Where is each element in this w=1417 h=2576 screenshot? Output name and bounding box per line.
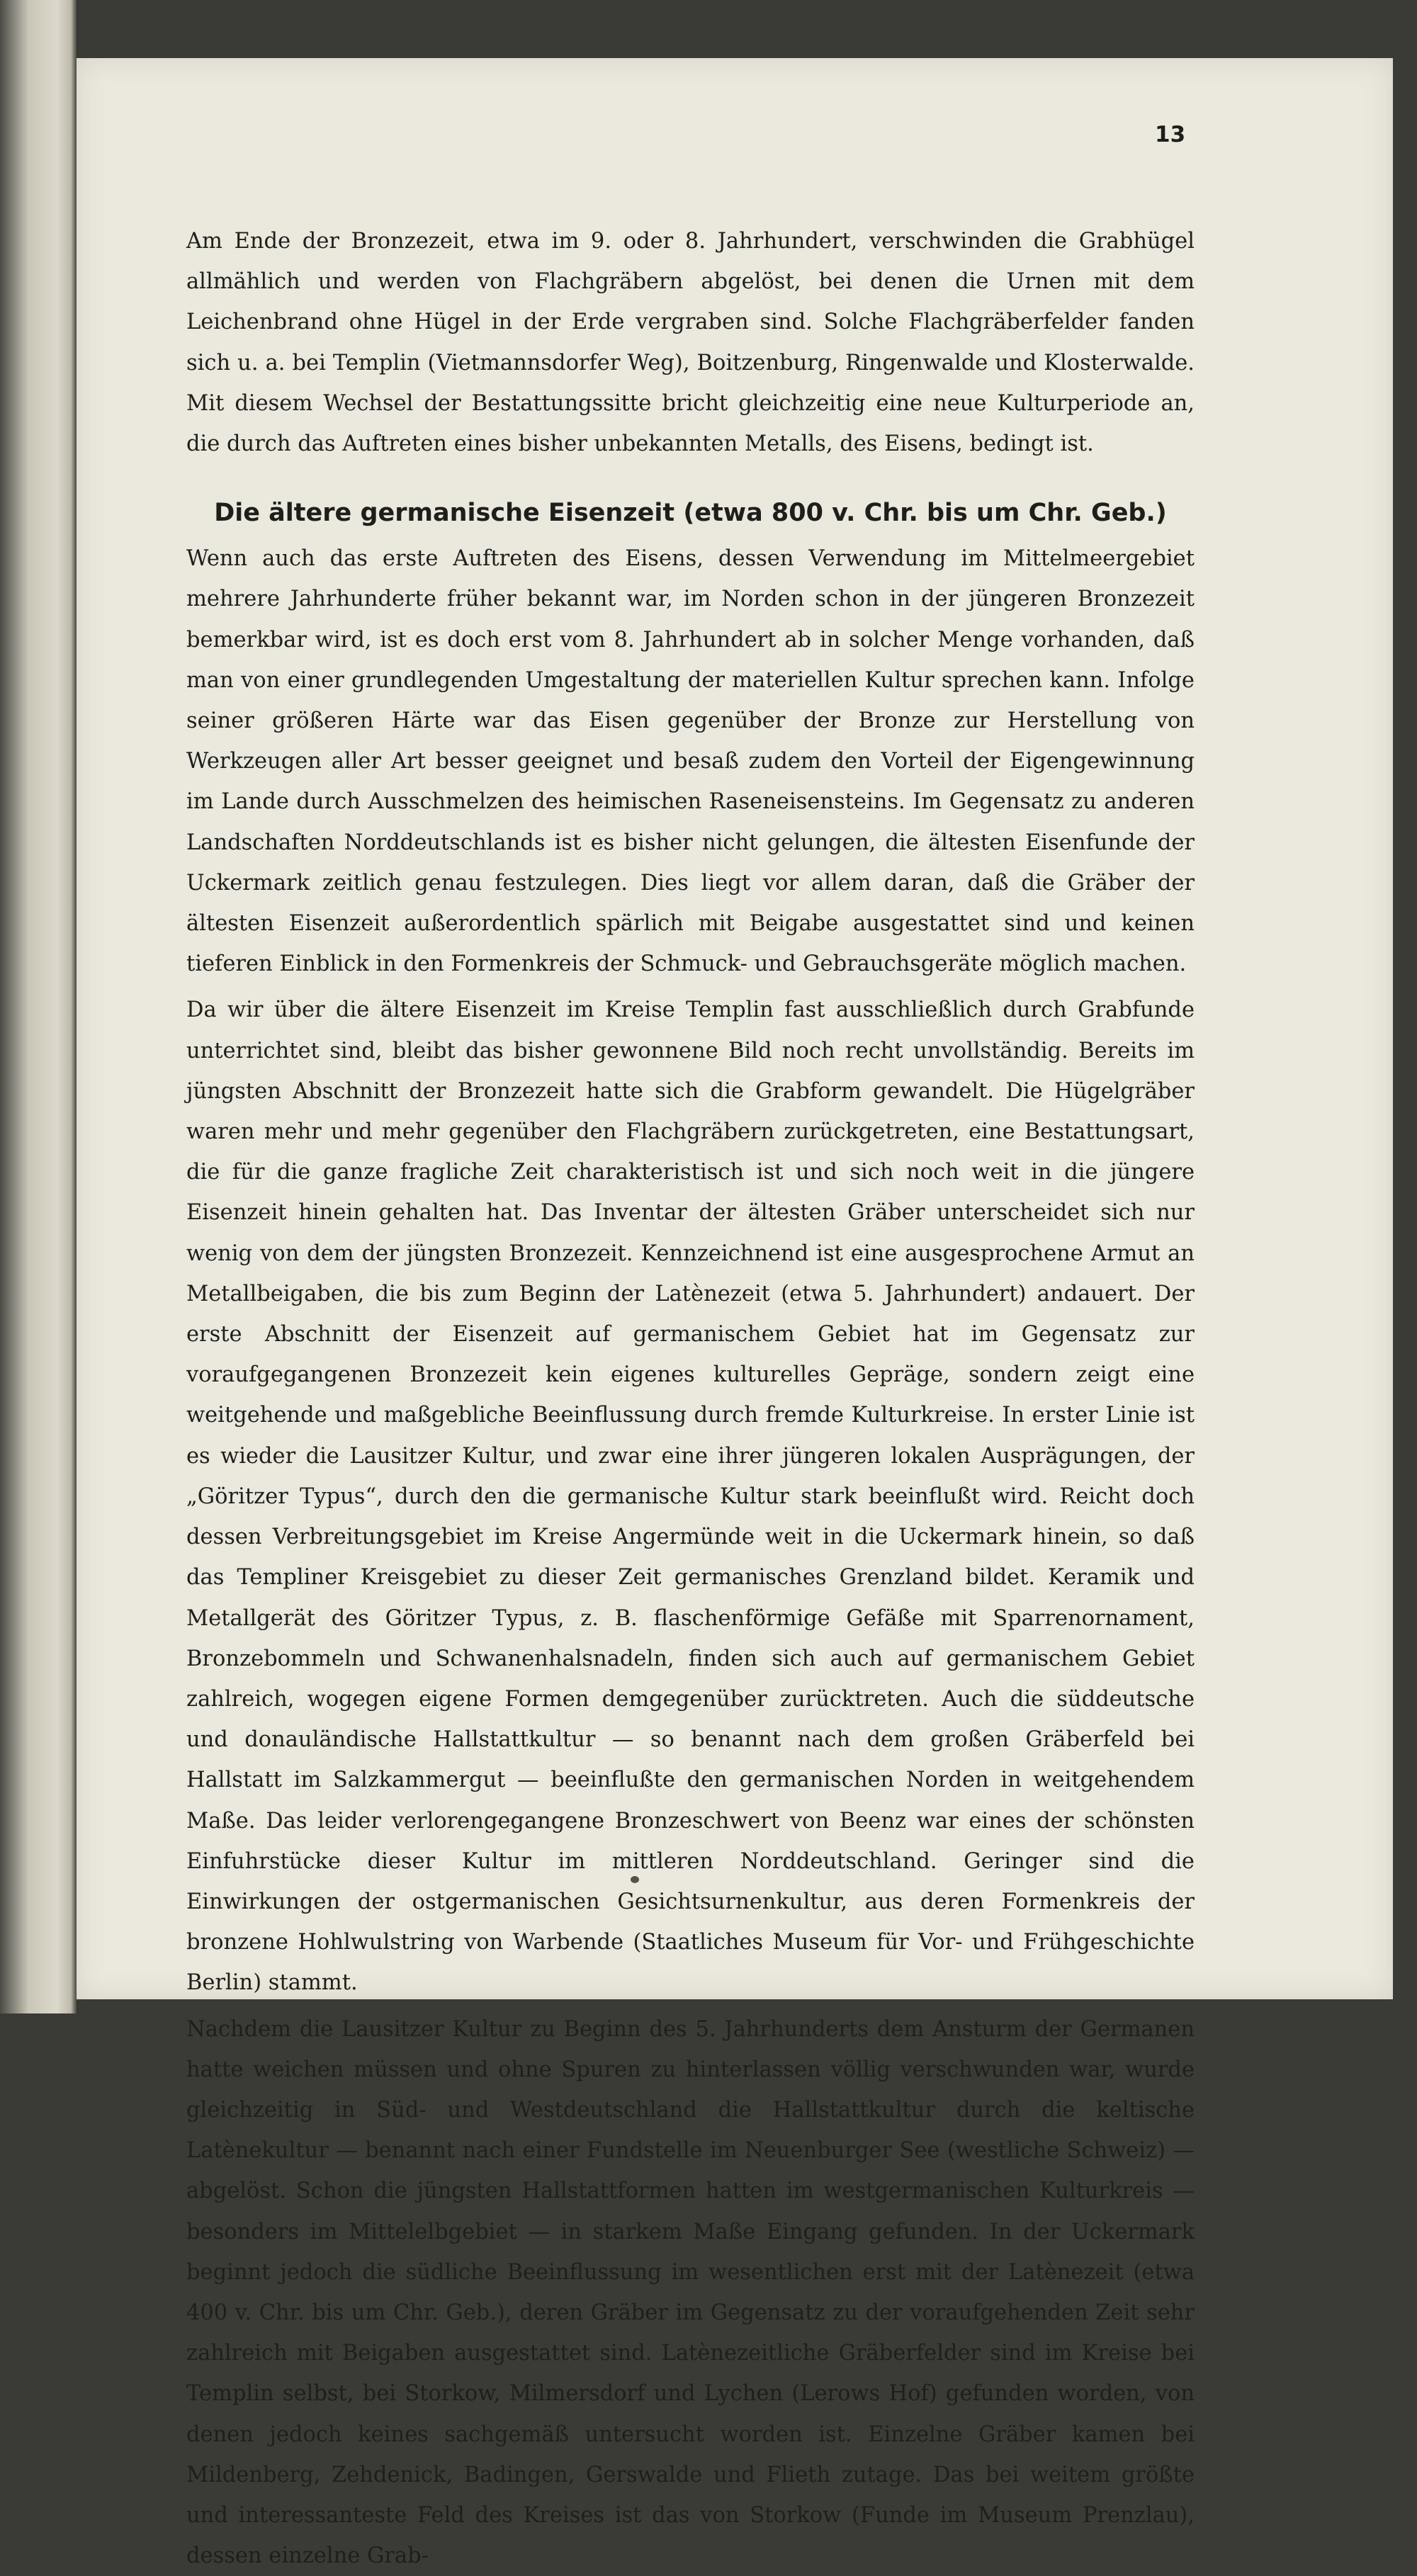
left-page-edge: [0, 0, 78, 2013]
body-paragraph: Wenn auch das erste Auftreten des Eisens, dessen Verwendung im Mittelmeergebiet mehrere Jahrhunderte früher bekannt war, im Norden schon in der jüngeren Bronzezeit bemerkbar wird, ist es doch erst vom 8. Jahrhundert ab in solcher Menge vorhanden, daß man von einer grundlegenden Umgestaltung der materiellen Kultur sprechen kann. Infolge seiner größeren Härte war das Eisen gegenüber der Bronze zur Herstellung von Werkzeugen aller Art besser geeignet und besaß zudem den Vorteil der Eigengewinnung im Lande durch Ausschmelzen des heimischen Raseneisensteins. Im Gegensatz zu anderen Landschaften Norddeutschlands ist es bisher nicht gelungen, die ältesten Eisenfunde der Uckermark zeitlich genau festzulegen. Dies liegt vor allem daran, daß die Gräber der ältesten Eisenzeit außerordentlich spärlich mit Beigabe ausgestattet sind und keinen tieferen Einblick in den Formenkreis der Schmuck- und Gebrauchsgeräte möglich machen.: [186, 546, 1195, 977]
page-number: 13: [1155, 122, 1186, 147]
text-column: [186, 221, 1195, 2576]
ink-spot: [631, 1876, 639, 1883]
intro-paragraph: Am Ende der Bronzezeit, etwa im 9. oder 8. Jahrhundert, verschwinden die Grabhügel allmählich und werden von Flachgräbern abgelöst, bei denen die Urnen mit dem Leichenbrand ohne Hügel in der Erde vergraben sind. Solche Flachgräberfelder fanden sich u. a. bei Templin (Vietmannsdorfer Weg), Boitzenburg, Ringenwalde und Klosterwalde. Mit diesem Wechsel der Bestattungssitte bricht gleichzeitig eine neue Kulturperiode an, die durch das Auftreten eines bisher unbekannten Metalls, des Eisens, bedingt ist.: [186, 229, 1195, 457]
body-paragraph: Nachdem die Lausitzer Kultur zu Beginn des 5. Jahrhunderts dem Ansturm der Germanen hatte weichen müssen und ohne Spuren zu hinterlassen völlig verschwunden war, wurde gleichzeitig in Süd- und Westdeutschland die Hallstattkultur durch die keltische Latènekultur — benannt nach einer Fundstelle im Neuenburger See (westliche Schweiz) — abgelöst. Schon die jüngsten Hallstattformen hatten im westgermanischen Kulturkreis — besonders im Mittelelbgebiet — in starkem Maße Eingang gefunden. In der Uckermark beginnt jedoch die südliche Beeinflussung im wesentlichen erst mit der Latènezeit (etwa 400 v. Chr. bis um Chr. Geb.), deren Gräber im Gegensatz zu der voraufgehenden Zeit sehr zahlreich mit Beigaben ausgestattet sind. Latènezeitliche Gräberfelder sind im Kreise bei Templin selbst, bei Storkow, Milmersdorf und Lychen (Lerows Hof) gefunden worden, von denen jedoch keines sachgemäß untersucht worden ist. Einzelne Gräber kamen bei Mildenberg, Zehdenick, Badingen, Gerswalde und Flieth zutage. Das bei weitem größte und interessanteste Feld des Kreises ist das von Storkow (Funde im Museum Prenzlau), dessen einzelne Grab-: [186, 2016, 1195, 2569]
section-heading: Die ältere germanische Eisenzeit (etwa 800 v. Chr. bis um Chr. Geb.): [214, 499, 1167, 528]
body-paragraph: Da wir über die ältere Eisenzeit im Kreise Templin fast ausschließlich durch Grabfunde unterrichtet sind, bleibt das bisher gewonnene Bild noch recht unvollständig. Bereits im jüngsten Abschnitt der Bronzezeit hatte sich die Grabform gewandelt. Die Hügelgräber waren mehr und mehr gegenüber den Flachgräbern zurückgetreten, eine Bestattungsart, die für die ganze fragliche Zeit charakteristisch ist und sich noch weit in die jüngere Eisenzeit hinein gehalten hat. Das Inventar der ältesten Gräber unterscheidet sich nur wenig von dem der jüngsten Bronzezeit. Kennzeichnend ist eine ausgesprochene Armut an Metallbeigaben, die bis zum Beginn der Latènezeit (etwa 5. Jahrhundert) andauert. Der erste Abschnitt der Eisenzeit auf germanischem Gebiet hat im Gegensatz zur voraufgegangenen Bronzezeit kein eigenes kulturelles Gepräge, sondern zeigt eine weitgehende und maßgebliche Beeinflussung durch fremde Kulturkreise. In erster Linie ist es wieder die Lausitzer Kultur, und zwar eine ihrer jüngeren lokalen Ausprägungen, der „Göritzer Typus“, durch den die germanische Kultur stark beeinflußt wird. Reicht doch dessen Verbreitungsgebiet im Kreise Angermünde weit in die Uckermark hinein, so daß das Templiner Kreisgebiet zu dieser Zeit germanisches Grenzland bildet. Keramik und Metallgerät des Göritzer Typus, z. B. flaschenförmige Gefäße mit Sparrenornament, Bronzebommeln und Schwanenhalsnadeln, finden sich auch auf germanischem Gebiet zahlreich, wogegen eigene Formen demgegenüber zurücktreten. Auch die süddeutsche und donauländische Hallstattkultur — so benannt nach dem großen Gräberfeld bei Hallstatt im Salzkammergut — beeinflußte den germanischen Norden in weitgehendem Maße. Das leider verlorengegangene Bronzeschwert von Beenz war eines der schönsten Einfuhrstücke dieser Kultur im mittleren Norddeutschland. Geringer sind die Einwirkungen der ostgermanischen Gesichtsurnenkultur, aus deren Formenkreis der bronzene Hohlwulstring von Warbende (Staatliches Museum für Vor- und Frühgeschichte Berlin) stammt.: [186, 998, 1195, 1996]
